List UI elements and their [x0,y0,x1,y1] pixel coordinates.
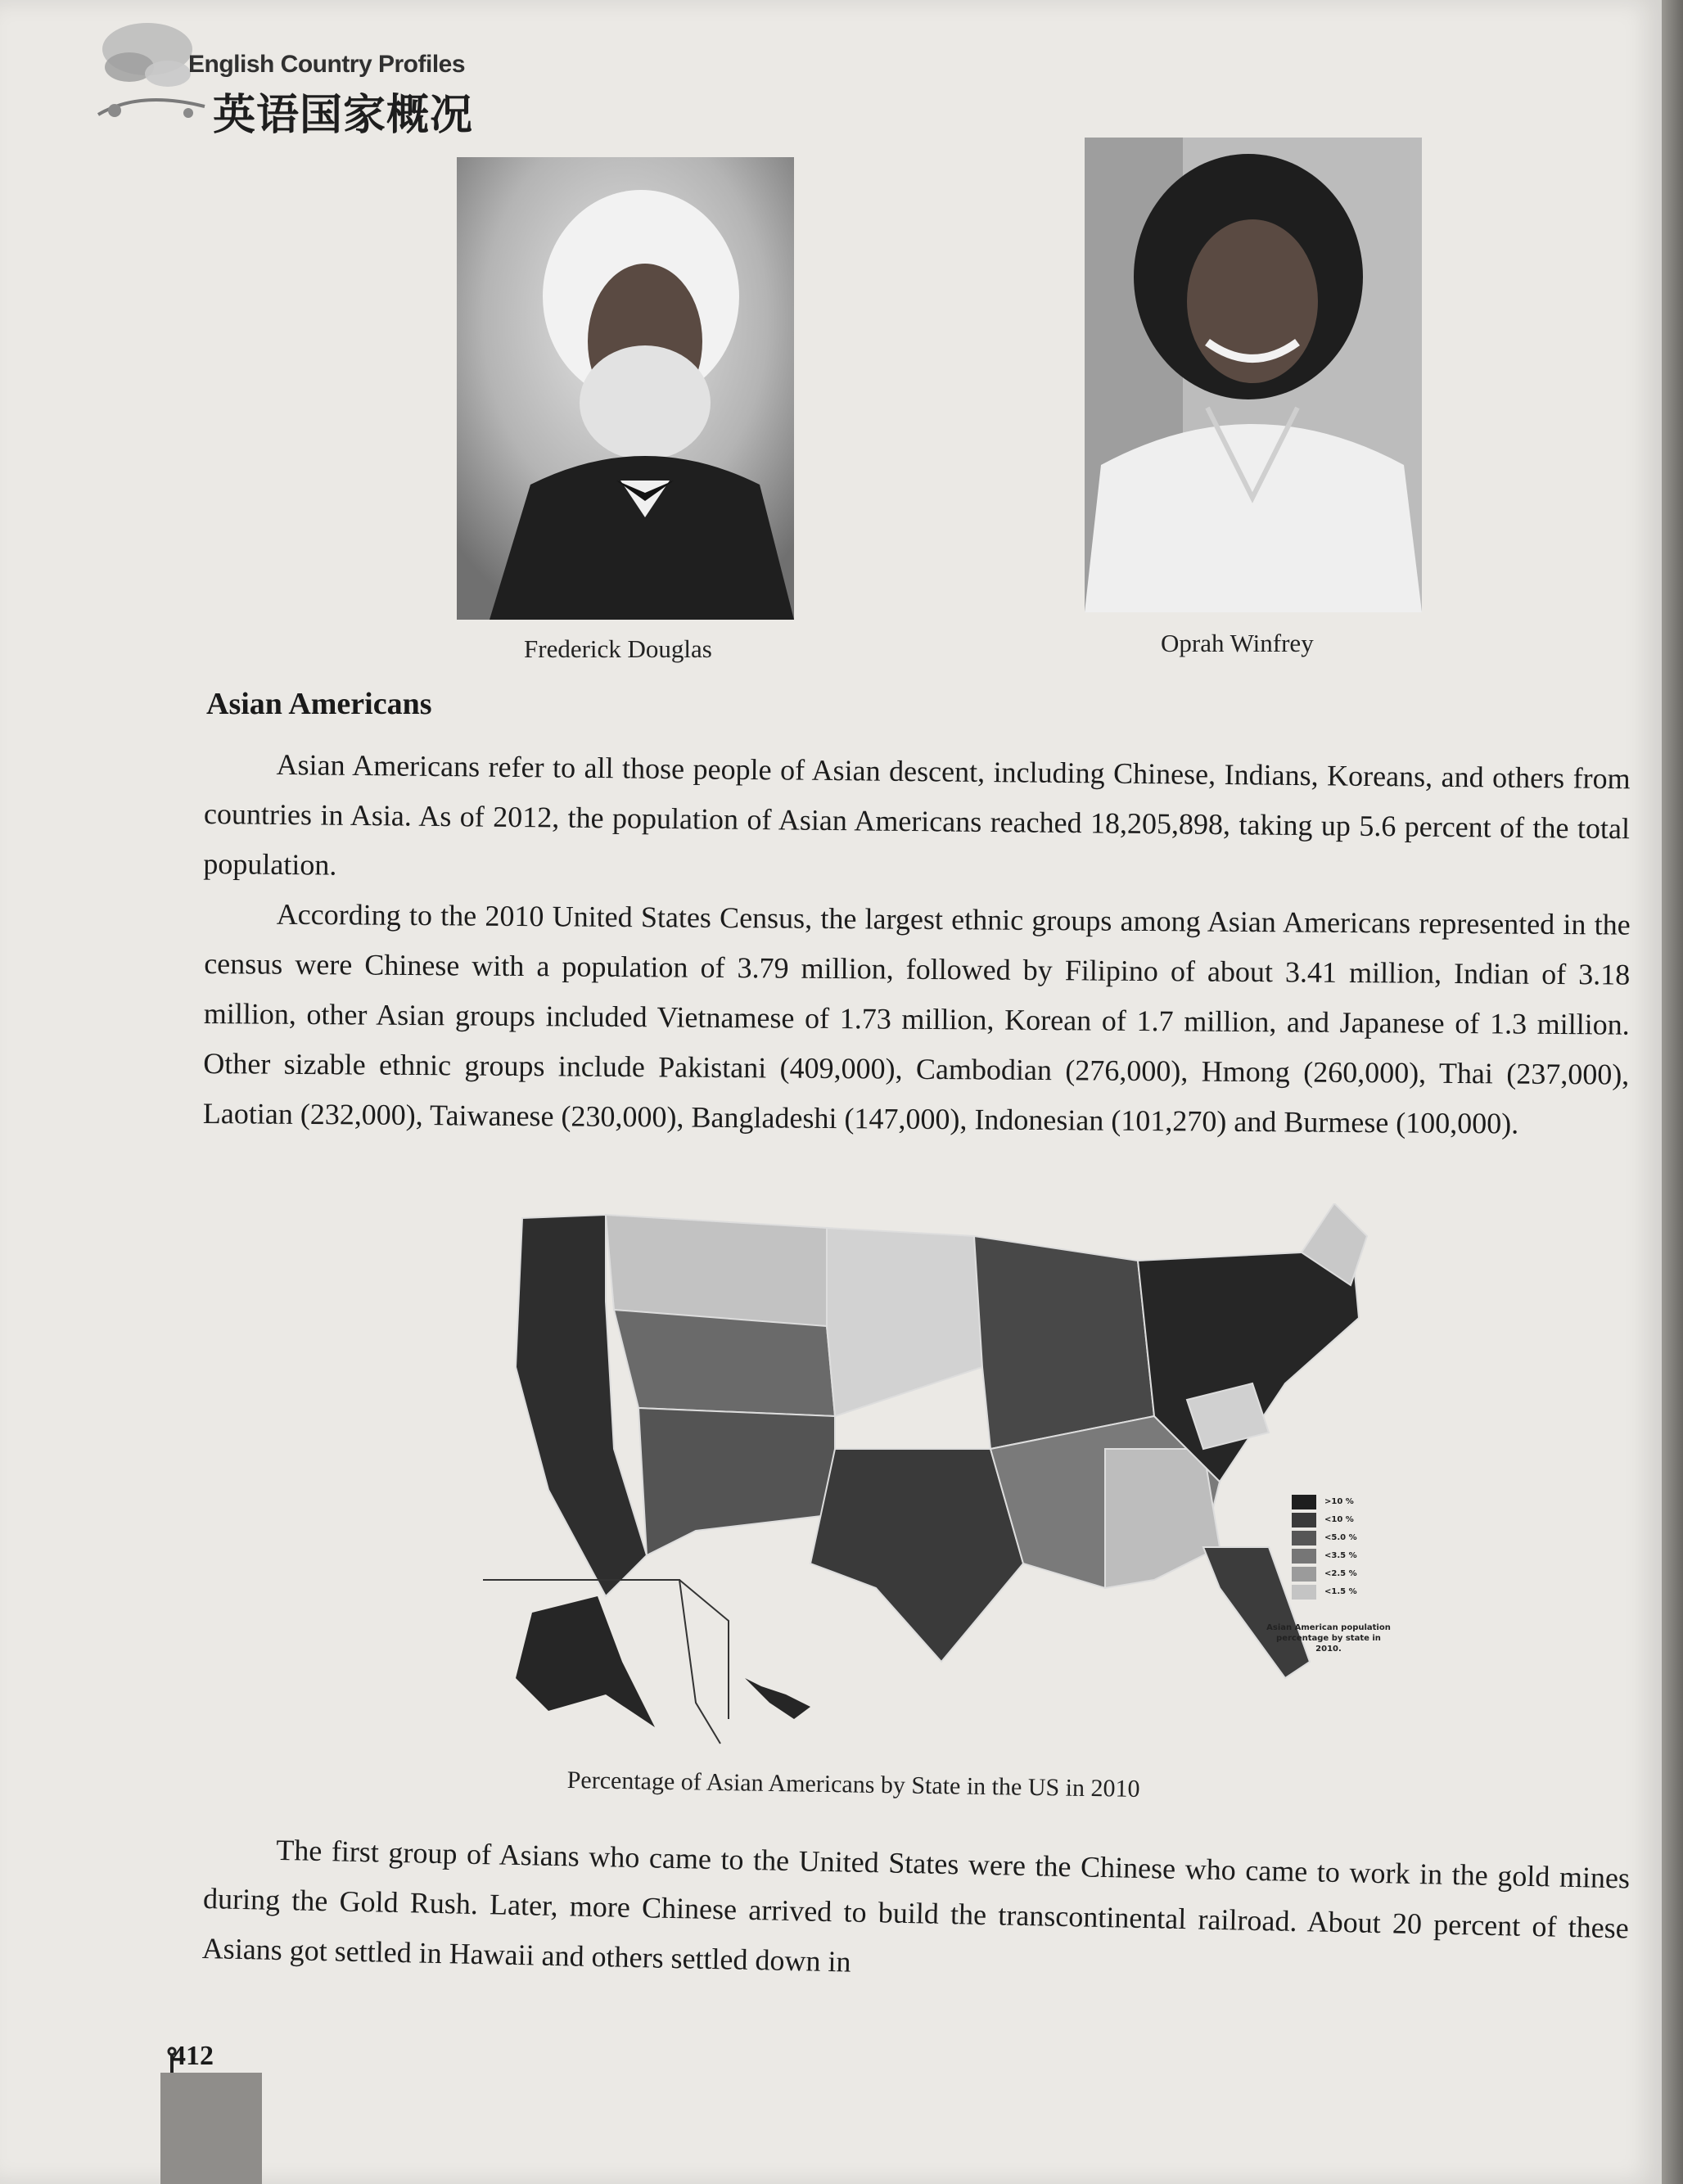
map-midwest [974,1236,1154,1449]
map-southwest [638,1408,835,1555]
map-plains [827,1228,982,1416]
map-hawaii [745,1678,810,1719]
legend-swatch [1292,1495,1316,1509]
caption-right-photo: Oprah Winfrey [1161,629,1314,657]
running-header [90,16,516,139]
page-tab [160,2073,262,2184]
legend-label: <2.5 % [1324,1569,1357,1578]
paragraph-text: Asian Americans refer to all those people of Asian descent, including Chinese, Indians, Koreans, and others from countries in Asia. As of 2012, the population of Asian Americans reached 18,205,898, taking up 5.6 percent of the total population. [203,747,1631,882]
legend-label: <10 % [1324,1515,1354,1524]
map-deep-south [1105,1449,1220,1588]
legend-swatch [1292,1567,1316,1582]
legend-label: <3.5 % [1324,1551,1357,1560]
map-mountain-mid [614,1310,835,1416]
page-edge-shadow [1662,0,1683,2184]
series-title-english: English Country Profiles [188,51,466,78]
paragraph-history [201,1824,1630,2003]
page-number: 412 [172,2041,214,2071]
caption-left-photo: Frederick Douglas [524,634,712,663]
section-heading: Asian Americans [206,687,432,721]
map-inset-frame-2 [679,1580,729,1719]
paragraph-census [203,889,1631,1150]
map-texas [810,1449,1023,1662]
legend-title: Asian American population percentage by state in 2010. [1266,1623,1391,1654]
paragraph-text: According to the 2010 United States Census, the largest ethnic groups among Asian Americans represented in the census were Chinese with a population of 3.79 million, followed by Filipino of about 3.41 million, Indian of 3.18 million, other Asian groups included Vietnamese of 1.73 million, Korean of 1.7 million, and Japanese of 1.3 million. Other sizable ethnic groups include Pakistani (409,000), Cambodian (276,000), Hmong (260,000), Thai (237,000), Laotian (232,000), Taiwanese (230,000), Bangladeshi (147,000), Indonesian (101,270) and Burmese (100,000). [202,897,1631,1140]
legend-swatch [1292,1585,1316,1600]
paragraph-intro [203,739,1631,904]
legend-label: >10 % [1324,1497,1354,1506]
legend-swatch [1292,1513,1316,1527]
legend-swatch [1292,1549,1316,1564]
photo-oprah-winfrey [1085,138,1422,612]
map-mountain-north [606,1215,827,1326]
legend-swatch [1292,1531,1316,1545]
paragraph-text: The first group of Asians who came to the United States were the Chinese who came to work in the gold mines during the Gold Rush. Later, more Chinese arrived to build the transcontinental railroad. About 20 percent of these Asians got settled in Hawaii and others settled down in [201,1833,1631,1979]
legend-label: <5.0 % [1324,1533,1357,1542]
series-title-chinese: 英语国家概况 [213,91,474,140]
map-caption: Percentage of Asian Americans by State in the US in 2010 [566,1767,1140,1803]
map-alaska [516,1596,655,1727]
us-choropleth-map [483,1203,1400,1760]
photo-frederick-douglas [457,157,794,620]
legend-label: <1.5 % [1324,1587,1357,1596]
